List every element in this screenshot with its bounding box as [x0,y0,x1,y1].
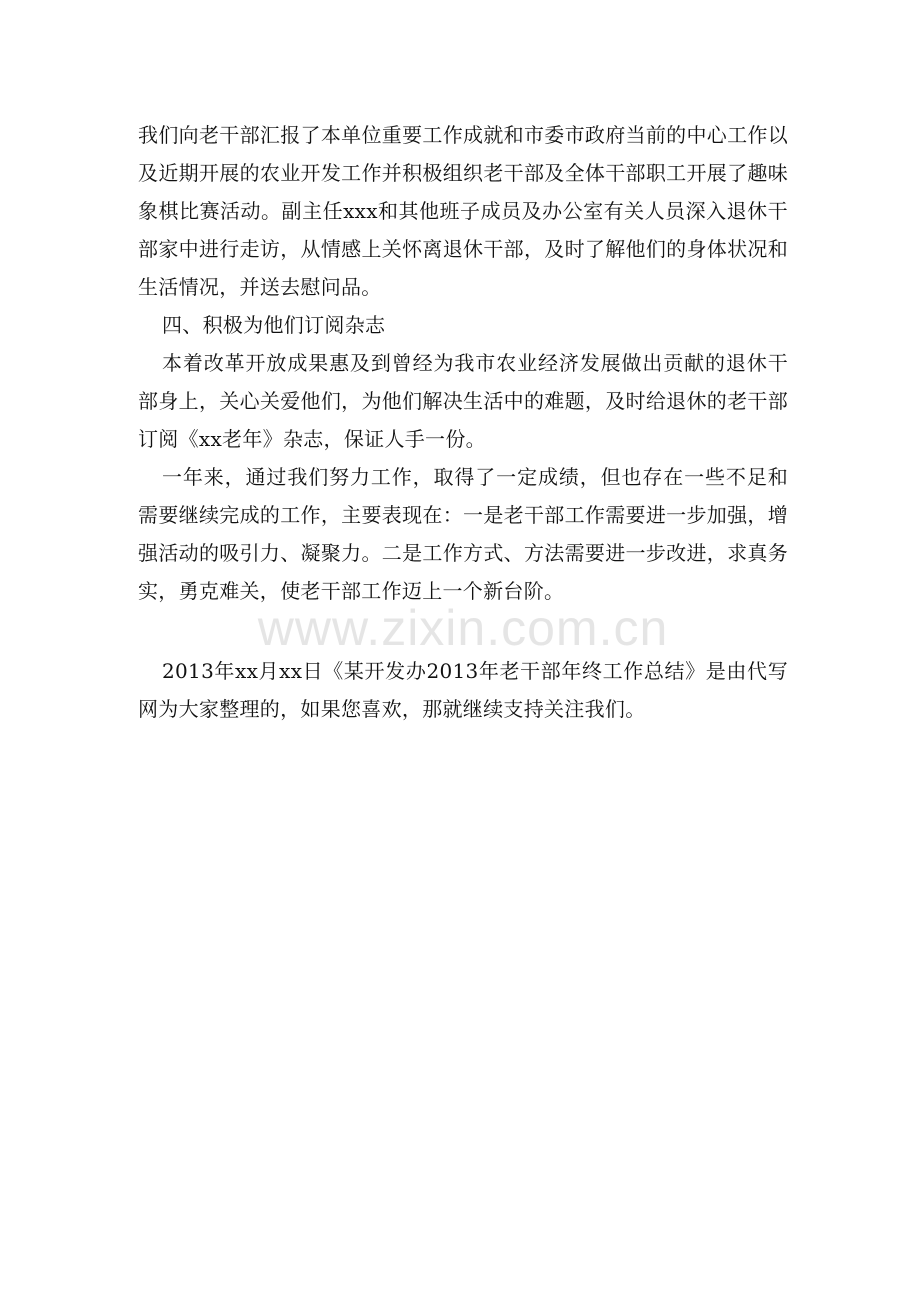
paragraph-footer-note: 2013年xx月xx日《某开发办2013年老干部年终工作总结》是由代写网为大家整理的，如果您喜欢，那就继续支持关注我们。 [138,659,788,721]
paragraph-summary: 一年来，通过我们努力工作，取得了一定成绩，但也存在一些不足和需要继续完成的工作，主要表现在：一是老干部工作需要进一步加强，增强活动的吸引力、凝聚力。二是工作方式、方法需要进一步改进，求真务实，勇克难关，使老干部工作迈上一个新台阶。 [138,465,788,603]
watermark-text: www.zixin.com.cn [257,600,669,656]
paragraph-magazine: 本着改革开放成果惠及到曾经为我市农业经济发展做出贡献的退休干部身上，关心关爱他们，为他们解决生活中的难题，及时给退休的老干部订阅《xx老年》杂志，保证人手一份。 [138,351,788,451]
document-body [138,116,788,728]
paragraph-continuation: 我们向老干部汇报了本单位重要工作成就和市委市政府当前的中心工作以及近期开展的农业开发工作并积极组织老干部及全体干部职工开展了趣味象棋比赛活动。副主任xxx和其他班子成员及办公室有关人员深入退休干部家中进行走访，从情感上关怀离退休干部，及时了解他们的身体状况和生活情况，并送去慰问品。 [138,123,788,299]
paragraph-gap [138,610,788,652]
section-heading: 四、积极为他们订阅杂志 [162,313,386,337]
